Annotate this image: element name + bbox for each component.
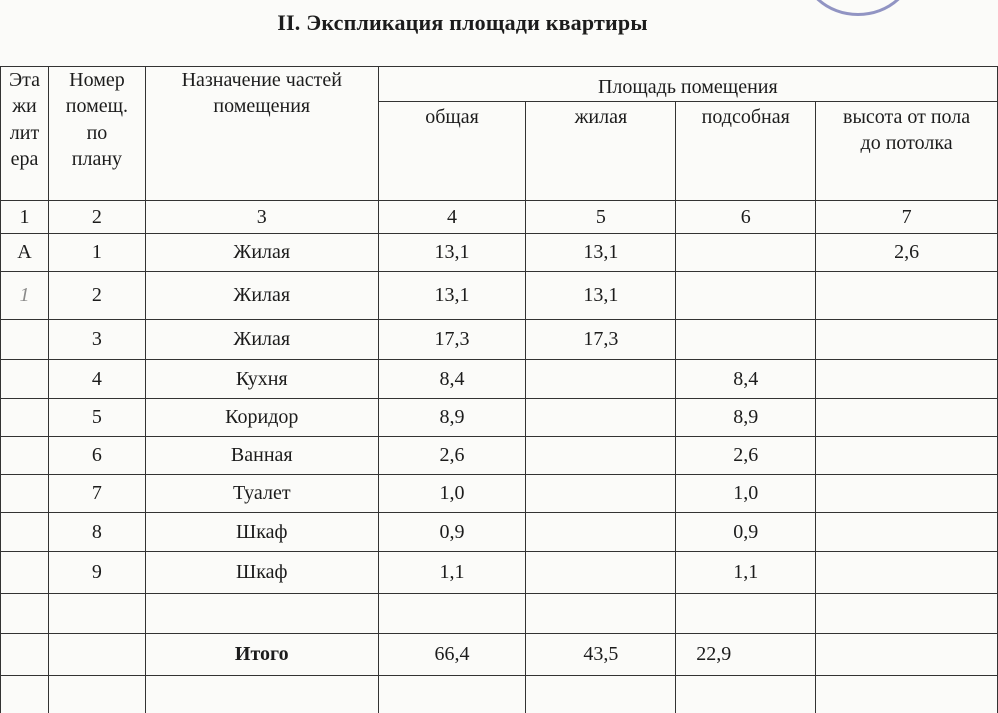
cell-room-number: 4 <box>48 360 145 399</box>
header-floor-line: ера <box>10 148 39 171</box>
cell-purpose: Жилая <box>145 320 378 360</box>
totals-living: 43,5 <box>526 634 676 676</box>
column-number: 6 <box>676 201 816 234</box>
cell-purpose: Коридор <box>145 399 378 437</box>
header-room-number-line: по <box>86 121 108 144</box>
header-room-number-line: помещ. <box>65 95 129 118</box>
header-room-number-line: Номер <box>69 69 125 91</box>
header-area-group: Площадь помещения <box>378 67 997 102</box>
header-floor-line: жи <box>12 95 37 118</box>
cell-total: 13,1 <box>378 272 526 320</box>
column-number: 3 <box>145 201 378 234</box>
cell-room-number: 7 <box>48 475 145 513</box>
cell-total: 13,1 <box>378 234 526 272</box>
table-row <box>1 272 998 320</box>
cell-total: 0,9 <box>378 513 526 552</box>
cell-living <box>526 399 676 437</box>
cell-living <box>526 437 676 475</box>
column-number: 7 <box>816 201 998 234</box>
cell-living <box>526 552 676 594</box>
cell-living: 13,1 <box>526 272 676 320</box>
header-purpose <box>145 67 378 201</box>
cell-floor: А <box>1 234 49 272</box>
column-number: 5 <box>526 201 676 234</box>
table-row <box>1 234 998 272</box>
cell-purpose: Туалет <box>145 475 378 513</box>
table-row <box>1 320 998 360</box>
cell-floor <box>1 320 49 360</box>
cell-height: 2,6 <box>816 234 998 272</box>
header-floor <box>1 67 49 201</box>
table-row <box>1 399 998 437</box>
cell-height <box>816 475 998 513</box>
cell-room-number: 3 <box>48 320 145 360</box>
cell-height <box>816 552 998 594</box>
cell-total: 8,4 <box>378 360 526 399</box>
cell-room-number: 6 <box>48 437 145 475</box>
table-row <box>1 475 998 513</box>
table-row <box>1 513 998 552</box>
table-row <box>1 552 998 594</box>
cell-living: 13,1 <box>526 234 676 272</box>
header-height-line: до потолка <box>860 132 953 155</box>
cell-total: 8,9 <box>378 399 526 437</box>
cell-aux: 8,9 <box>676 399 816 437</box>
cell-purpose: Ванная <box>145 437 378 475</box>
cell-aux <box>676 234 816 272</box>
cell-floor <box>1 360 49 399</box>
cell-purpose: Жилая <box>145 272 378 320</box>
cell-aux <box>676 320 816 360</box>
cell-living <box>526 475 676 513</box>
cell-room-number: 9 <box>48 552 145 594</box>
table-row <box>1 360 998 399</box>
header-auxiliary: подсобная <box>676 102 816 201</box>
cell-height <box>816 399 998 437</box>
cell-living: 17,3 <box>526 320 676 360</box>
header-living: жилая <box>526 102 676 201</box>
table-row <box>1 437 998 475</box>
header-room-number <box>48 67 145 201</box>
cell-aux <box>676 272 816 320</box>
cell-aux: 2,6 <box>676 437 816 475</box>
cell-purpose: Шкаф <box>145 552 378 594</box>
cell-height <box>816 272 998 320</box>
header-floor-line: лит <box>9 121 40 144</box>
totals-row <box>1 634 998 676</box>
cell-living <box>526 360 676 399</box>
cell-purpose: Шкаф <box>145 513 378 552</box>
cell-total: 17,3 <box>378 320 526 360</box>
totals-label: Итого <box>145 634 378 676</box>
explication-table <box>0 66 998 713</box>
cell-height <box>816 360 998 399</box>
totals-aux: 22,9 <box>676 634 816 676</box>
cell-floor <box>1 513 49 552</box>
cell-total: 1,1 <box>378 552 526 594</box>
column-number: 4 <box>378 201 526 234</box>
cell-height <box>816 437 998 475</box>
cell-purpose: Кухня <box>145 360 378 399</box>
cell-room-number: 8 <box>48 513 145 552</box>
cell-aux: 0,9 <box>676 513 816 552</box>
cell-aux: 1,1 <box>676 552 816 594</box>
cell-total: 1,0 <box>378 475 526 513</box>
totals-total: 66,4 <box>378 634 526 676</box>
header-height <box>816 102 998 201</box>
empty-row <box>1 594 998 634</box>
page-title: II. Экспликация площади квартиры <box>277 10 648 35</box>
column-number-row <box>1 201 998 234</box>
cell-floor <box>1 399 49 437</box>
header-purpose-line: помещения <box>213 95 311 118</box>
header-total: общая <box>378 102 526 201</box>
cell-purpose: Жилая <box>145 234 378 272</box>
cell-room-number: 1 <box>48 234 145 272</box>
cell-living <box>526 513 676 552</box>
cell-height <box>816 513 998 552</box>
header-room-number-line: плану <box>71 148 123 171</box>
cell-aux: 8,4 <box>676 360 816 399</box>
cell-room-number: 2 <box>48 272 145 320</box>
empty-row <box>1 676 998 713</box>
cell-floor <box>1 437 49 475</box>
header-height-line: высота от пола <box>843 106 971 128</box>
cell-room-number: 5 <box>48 399 145 437</box>
column-number: 1 <box>1 201 49 234</box>
cell-total: 2,6 <box>378 437 526 475</box>
column-number: 2 <box>48 201 145 234</box>
cell-aux: 1,0 <box>676 475 816 513</box>
header-floor-line: Эта <box>8 69 41 91</box>
cell-floor <box>1 552 49 594</box>
header-purpose-line: Назначение частей <box>181 69 342 91</box>
cell-floor: 1 <box>1 272 49 320</box>
cell-height <box>816 320 998 360</box>
cell-floor <box>1 475 49 513</box>
